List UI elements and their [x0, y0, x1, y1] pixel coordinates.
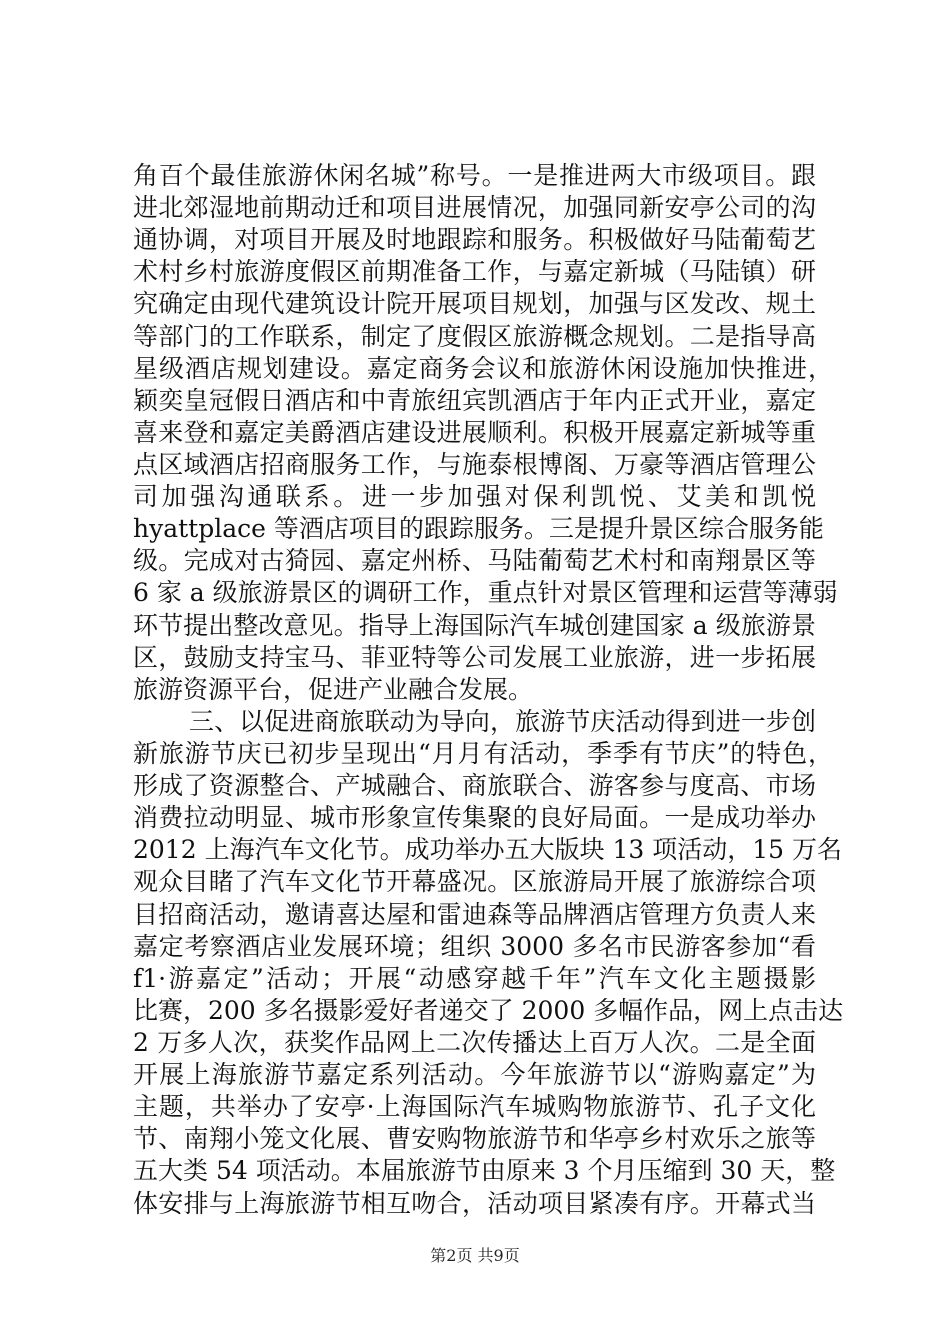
text-line: 级。完成对古猗园、嘉定州桥、马陆葡萄艺术村和南翔景区等 [133, 546, 816, 576]
text-line: 体安排与上海旅游节相互吻合，活动项目紧凑有序。开幕式当 [133, 1188, 816, 1218]
text-line: 点区域酒店招商服务工作，与施泰根博阁、万豪等酒店管理公 [133, 449, 816, 479]
text-line: 司加强沟通联系。进一步加强对保利凯悦、艾美和凯悦 [133, 482, 816, 512]
text-line: 形成了资源整合、产城融合、商旅联合、游客参与度高、市场 [133, 771, 816, 801]
text-line: 通协调，对项目开展及时地跟踪和服务。积极做好马陆葡萄艺 [133, 225, 816, 255]
text-line: 三、以促进商旅联动为导向，旅游节庆活动得到进一步创 [189, 706, 816, 736]
text-line: 进北郊湿地前期动迁和项目进展情况，加强同新安亭公司的沟 [133, 193, 816, 223]
text-line: 颖奕皇冠假日酒店和中青旅纽宾凯酒店于年内正式开业，嘉定 [133, 385, 816, 415]
text-line: 角百个最佳旅游休闲名城”称号。一是推进两大市级项目。跟 [133, 161, 816, 190]
text-line: 新旅游节庆已初步呈现出“月月有活动，季季有节庆”的特色， [133, 738, 833, 768]
text-line: 6 家 a 级旅游景区的调研工作，重点针对景区管理和运营等薄弱 [133, 578, 838, 608]
text-line: 术村乡村旅游度假区前期准备工作，与嘉定新城（马陆镇）研 [133, 257, 816, 287]
text-line: 旅游资源平台，促进产业融合发展。 [133, 674, 534, 704]
text-line: 等部门的工作联系，制定了度假区旅游概念规划。二是指导高 [133, 321, 816, 351]
text-line: 消费拉动明显、城市形象宣传集聚的良好局面。一是成功举办 [133, 803, 816, 833]
text-line: 喜来登和嘉定美爵酒店建设进展顺利。积极开展嘉定新城等重 [133, 417, 816, 447]
text-line: f1·游嘉定”活动；开展“动感穿越千年”汽车文化主题摄影 [133, 963, 816, 993]
document-body [133, 160, 844, 1220]
text-line: 主题，共举办了安亭·上海国际汽车城购物旅游节、孔子文化 [133, 1092, 816, 1122]
text-line: 开展上海旅游节嘉定系列活动。今年旅游节以“游购嘉定”为 [133, 1060, 816, 1090]
text-line: 2012 上海汽车文化节。成功举办五大版块 13 项活动，15 万名 [133, 835, 843, 865]
text-line: 观众目睹了汽车文化节开幕盛况。区旅游局开展了旅游综合项 [133, 867, 816, 897]
text-line: 五大类 54 项活动。本届旅游节由原来 3 个月压缩到 30 天，整 [133, 1156, 836, 1186]
text-line: 2 万多人次，获奖作品网上二次传播达上百万人次。二是全面 [133, 1027, 816, 1057]
text-line: 星级酒店规划建设。嘉定商务会议和旅游休闲设施加快推进， [133, 353, 833, 383]
text-line: 节、南翔小笼文化展、曹安购物旅游节和华亭乡村欢乐之旅等 [133, 1124, 816, 1154]
text-line: 嘉定考察酒店业发展环境；组织 3000 多名市民游客参加“看 [133, 931, 816, 961]
text-line: 目招商活动，邀请喜达屋和雷迪森等品牌酒店管理方负责人来 [133, 899, 816, 929]
text-line: hyattplace 等酒店项目的跟踪服务。三是提升景区综合服务能 [133, 514, 824, 544]
text-line: 区，鼓励支持宝马、菲亚特等公司发展工业旅游，进一步拓展 [133, 642, 816, 672]
text-line: 究确定由现代建筑设计院开展项目规划，加强与区发改、规土 [133, 289, 816, 319]
text-line: 环节提出整改意见。指导上海国际汽车城创建国家 a 级旅游景 [133, 610, 816, 640]
text-line: 比赛，200 多名摄影爱好者递交了 2000 多幅作品，网上点击达 [133, 995, 844, 1025]
page-footer: 第2页 共9页 [430, 1246, 520, 1265]
